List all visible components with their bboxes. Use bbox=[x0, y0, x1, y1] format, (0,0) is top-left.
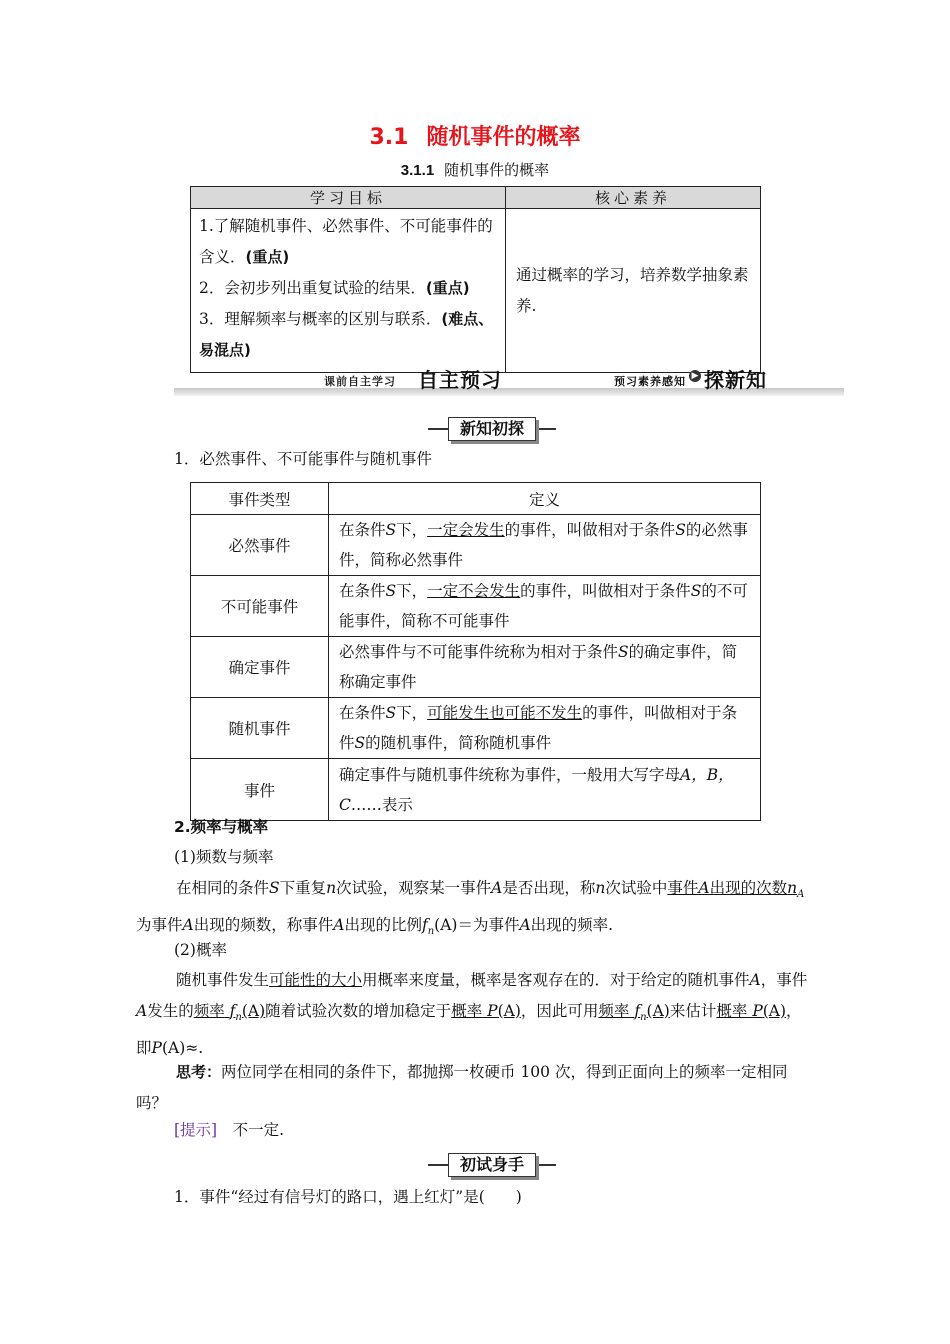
heading-frequency: 2.频率与概率 bbox=[174, 818, 269, 836]
definition-header: 定义 bbox=[329, 483, 761, 515]
heading-events: 1．必然事件、不可能事件与随机事件 bbox=[174, 450, 432, 468]
tag-try: 初试身手 bbox=[428, 1150, 556, 1178]
frequency-paragraph: 在相同的条件S下重复n次试验，观察某一事件A是否出现，称n次试验中事件A出现的次数$n_A$为事件A出现的频数，称事件A出现的比例$f_n(A)=$为事件A出现的频率. bbox=[136, 879, 805, 938]
section-number: 3.1 bbox=[369, 125, 409, 150]
goal-item: 3．理解频率与概率的区别与联系．(难点、易混点) bbox=[199, 310, 494, 359]
goal-item: 2．会初步列出重复试验的结果．(重点) bbox=[199, 279, 470, 297]
section-title bbox=[0, 120, 950, 151]
sub-heading-frequency: (1)频数与频率 bbox=[174, 848, 274, 866]
table-row: 随机事件 在条件S下，可能发生也可能不发生的事件，叫做相对于条件S的随机事件，简称随机事件 bbox=[191, 698, 761, 759]
event-type-header: 事件类型 bbox=[191, 483, 329, 515]
event-table bbox=[190, 482, 761, 821]
goal-item: 1.了解随机事件、必然事件、不可能事件的含义．(重点) bbox=[199, 217, 493, 266]
goals-header: 学习目标 bbox=[191, 187, 506, 209]
sub-heading-probability: (2)概率 bbox=[174, 941, 227, 959]
table-row: 必然事件 在条件S下，一定会发生的事件，叫做相对于条件S的必然事件，简称必然事件 bbox=[191, 515, 761, 576]
banner-right-text: 预习素养感知 bbox=[614, 375, 686, 388]
subsection-number: 3.1.1 bbox=[400, 162, 435, 179]
hint-text: 不一定. bbox=[232, 1121, 285, 1139]
core-literacy: 通过概率的学习，培养数学抽象素养. bbox=[506, 209, 761, 373]
subsection-title-text: 随机事件的概率 bbox=[444, 161, 550, 179]
table-row: 不可能事件 在条件S下，一定不会发生的事件，叫做相对于条件S的不可能事件，简称不可能事件 bbox=[191, 576, 761, 637]
hint bbox=[174, 1115, 284, 1146]
arrow-icon: ▶ bbox=[689, 370, 701, 382]
goals-list bbox=[191, 209, 506, 373]
subsection-title bbox=[0, 159, 950, 180]
tag-new-knowledge: 新知初探 bbox=[428, 414, 556, 442]
table-row: 事件 确定事件与随机事件统称为事件，一般用大写字母A，B，C……表示 bbox=[191, 759, 761, 821]
goals-table bbox=[190, 186, 761, 373]
hint-label: [提示] bbox=[174, 1121, 218, 1139]
section-banner bbox=[174, 364, 844, 400]
probability-paragraph: 随机事件发生可能性的大小用概率来度量，概率是客观存在的．对于给定的随机事件A，事件A发生的频率 $f_n(A)$随着试验次数的增加稳定于概率 P(A)，因此可用频率 $f_n(A)$来估计概率 P(A)，即P(A)≈. bbox=[136, 971, 808, 1058]
core-header: 核心素养 bbox=[506, 187, 761, 209]
table-row: 确定事件 必然事件与不可能事件统称为相对于条件S的确定事件，简称确定事件 bbox=[191, 637, 761, 698]
banner-main-b: 探新知 bbox=[704, 368, 767, 392]
think-question: 思考：两位同学在相同的条件下，都抛掷一枚硬币 100 次，得到正面向上的频率一定相同吗？ bbox=[136, 1063, 788, 1112]
question-1: 1．事件“经过有信号灯的路口，遇上红灯”是( ) bbox=[174, 1188, 522, 1206]
banner-left-text: 课前自主学习 bbox=[324, 375, 396, 388]
banner-main-a: 自主预习 bbox=[418, 368, 502, 392]
section-title-text: 随机事件的概率 bbox=[426, 125, 581, 150]
